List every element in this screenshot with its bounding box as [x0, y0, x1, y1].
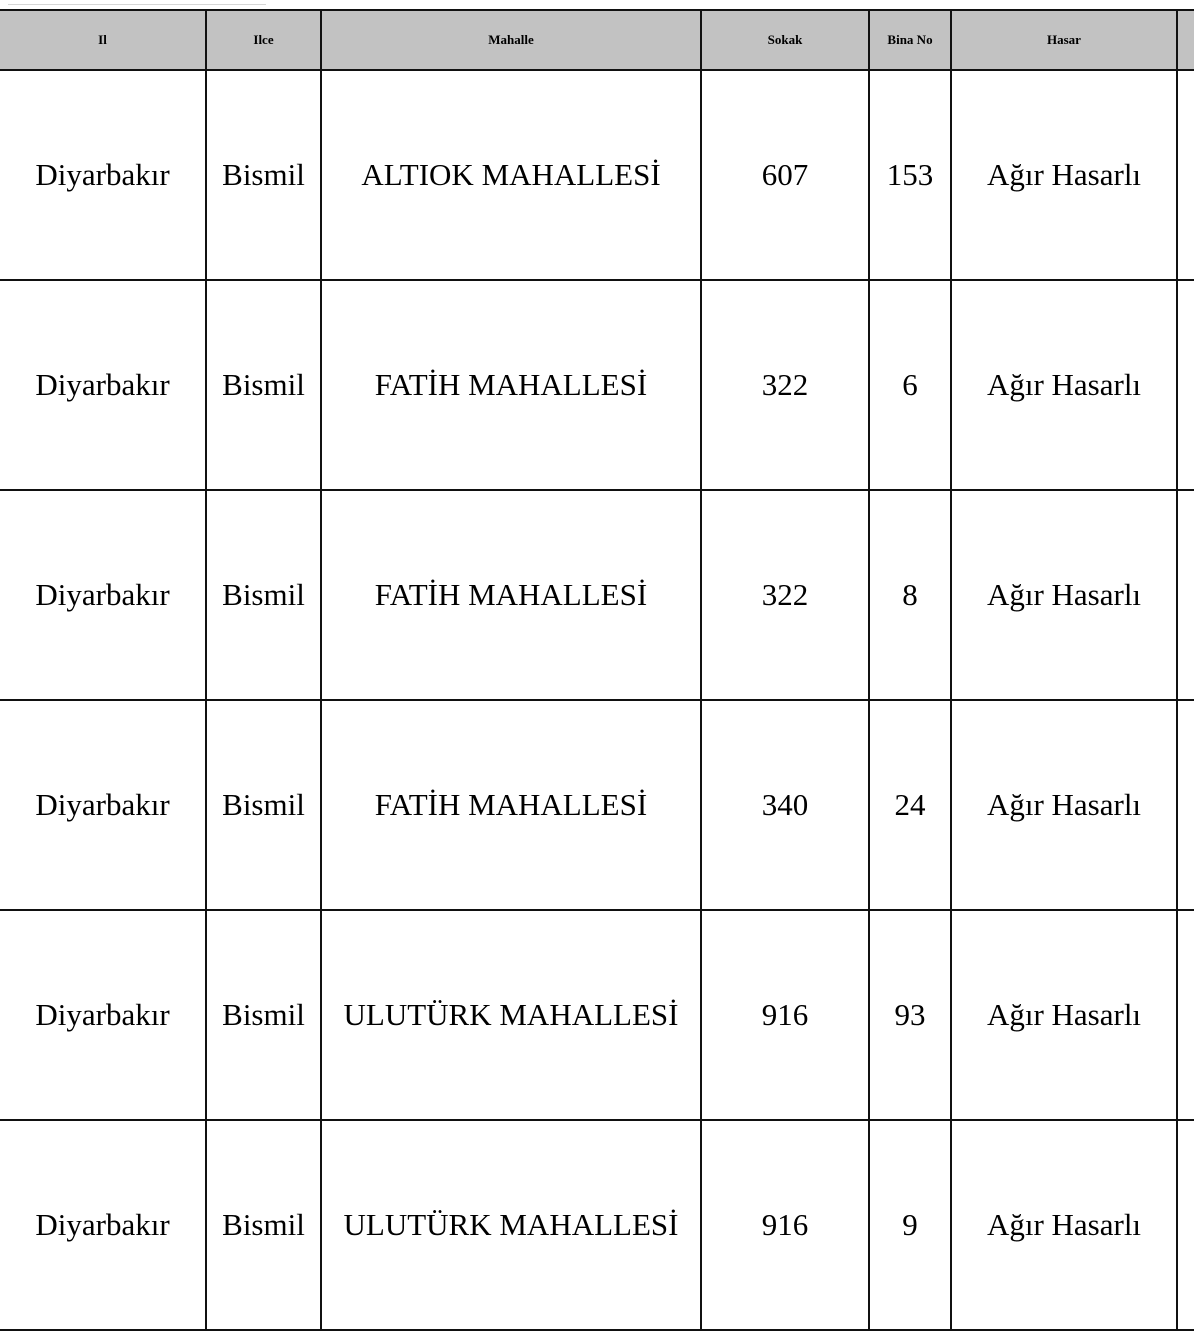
cell-mahalle: ALTIOK MAHALLESİ	[321, 70, 701, 280]
sheet-top-strip	[8, 0, 266, 5]
cell-extra	[1177, 490, 1194, 700]
cell-ilce: Bismil	[206, 280, 321, 490]
cell-ilce: Bismil	[206, 490, 321, 700]
cell-bina-no: 6	[869, 280, 951, 490]
table-row	[0, 1120, 1194, 1330]
table-row	[0, 910, 1194, 1120]
table-row	[0, 700, 1194, 910]
header-extra-column	[1177, 10, 1194, 70]
cell-extra	[1177, 280, 1194, 490]
cell-il: Diyarbakır	[0, 490, 206, 700]
cell-il: Diyarbakır	[0, 1120, 206, 1330]
cell-ilce: Bismil	[206, 1120, 321, 1330]
cell-sokak: 322	[701, 280, 869, 490]
cell-ilce: Bismil	[206, 700, 321, 910]
cell-bina-no: 93	[869, 910, 951, 1120]
cell-bina-no: 24	[869, 700, 951, 910]
cell-il: Diyarbakır	[0, 700, 206, 910]
cell-bina-no: 9	[869, 1120, 951, 1330]
cell-il: Diyarbakır	[0, 280, 206, 490]
header-mahalle: Mahalle	[321, 10, 701, 70]
table-row	[0, 490, 1194, 700]
cell-sokak: 322	[701, 490, 869, 700]
cell-extra	[1177, 70, 1194, 280]
cell-bina-no: 8	[869, 490, 951, 700]
header-sokak: Sokak	[701, 10, 869, 70]
table-row	[0, 280, 1194, 490]
header-il: Il	[0, 10, 206, 70]
cell-mahalle: FATİH MAHALLESİ	[321, 280, 701, 490]
header-row	[0, 10, 1194, 70]
cell-extra	[1177, 910, 1194, 1120]
cell-ilce: Bismil	[206, 70, 321, 280]
cell-sokak: 916	[701, 1120, 869, 1330]
cell-mahalle: FATİH MAHALLESİ	[321, 700, 701, 910]
cell-mahalle: FATİH MAHALLESİ	[321, 490, 701, 700]
table-row	[0, 70, 1194, 280]
cell-mahalle: ULUTÜRK MAHALLESİ	[321, 1120, 701, 1330]
header-hasar: Hasar	[951, 10, 1177, 70]
cell-extra	[1177, 1120, 1194, 1330]
header-ilce: Ilce	[206, 10, 321, 70]
cell-sokak: 607	[701, 70, 869, 280]
cell-sokak: 916	[701, 910, 869, 1120]
damage-table-sheet	[0, 9, 1194, 1331]
cell-extra	[1177, 700, 1194, 910]
damage-table	[0, 9, 1194, 1331]
header-bina-no: Bina No	[869, 10, 951, 70]
cell-sokak: 340	[701, 700, 869, 910]
cell-il: Diyarbakır	[0, 910, 206, 1120]
cell-hasar: Ağır Hasarlı	[951, 910, 1177, 1120]
cell-hasar: Ağır Hasarlı	[951, 490, 1177, 700]
cell-bina-no: 153	[869, 70, 951, 280]
cell-hasar: Ağır Hasarlı	[951, 700, 1177, 910]
cell-ilce: Bismil	[206, 910, 321, 1120]
cell-il: Diyarbakır	[0, 70, 206, 280]
cell-hasar: Ağır Hasarlı	[951, 280, 1177, 490]
cell-mahalle: ULUTÜRK MAHALLESİ	[321, 910, 701, 1120]
cell-hasar: Ağır Hasarlı	[951, 1120, 1177, 1330]
cell-hasar: Ağır Hasarlı	[951, 70, 1177, 280]
